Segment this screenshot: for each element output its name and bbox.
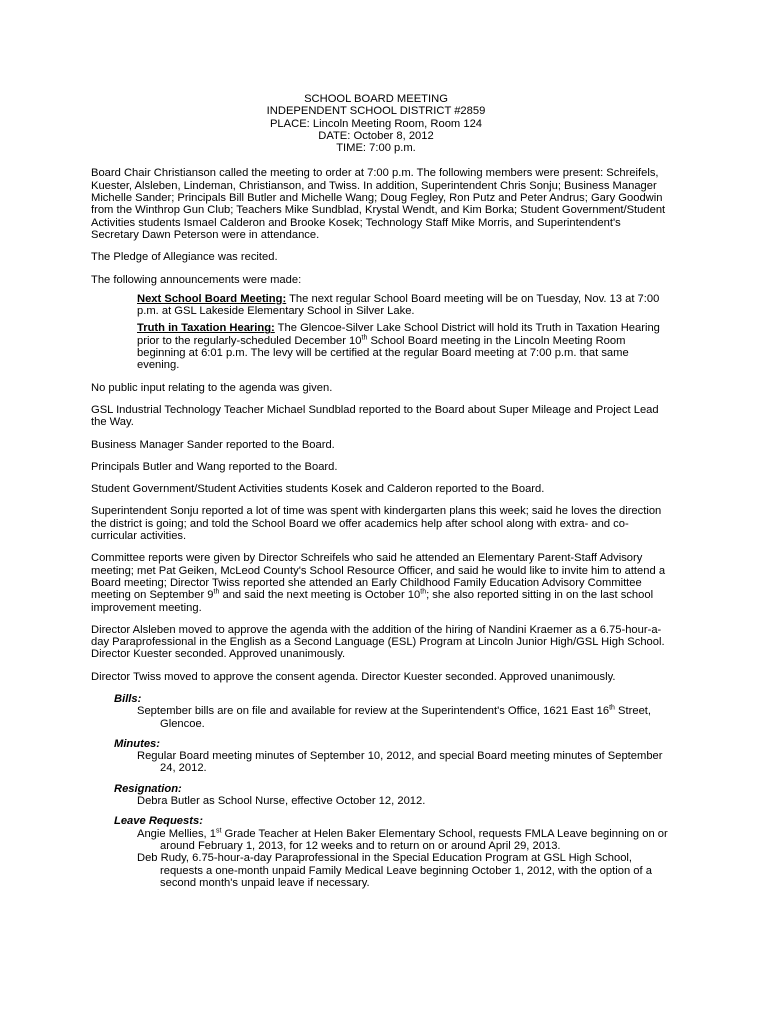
resignation-title: Resignation:: [114, 782, 182, 795]
announcement-truth-taxation-text: The Glencoe-Silver Lake School District will hold its Truth in Taxation Hearing prior to the regularly-scheduled December 10: [137, 322, 660, 347]
ordinal-suffix: st: [215, 826, 222, 834]
leave-request-item: Deb Rudy, 6.75-hour-a-day Paraprofessional in the Special Education Program at GSL High School, requests a one-month unpaid Family Medical Leave beginning October 1, 2012, with the option of a second month's unpaid leave if necessary.: [137, 852, 652, 889]
resignation-item: Debra Butler as School Nurse, effective October 12, 2012.: [137, 795, 426, 808]
minutes-item: Regular Board meeting minutes of September 10, 2012, and special Board meeting minutes of September 24, 2012.: [137, 750, 663, 775]
bills-title: Bills:: [114, 692, 142, 705]
leave-item1-text-cont: Grade Teacher at Helen Baker Elementary School, requests FMLA Leave beginning on or around February 1, 2013, for 12 weeks and to return on or around April 29, 2013.: [160, 827, 668, 852]
alsleben-motion-paragraph: Director Alsleben moved to approve the agenda with the addition of the hiring of Nandini Kraemer as a 6.75-hour-a-day Paraprofessional in the English as a Second Language (ESL) Program at Lincoln Junior High/GSL High School. Director Kuester seconded. Approved unanimously.: [91, 623, 665, 661]
leave-item1-text: Angie Mellies, 1: [137, 827, 216, 840]
announcement-truth-taxation-text-cont: School Board meeting in the Lincoln Meeting Room beginning at 6:01 p.m. The levy will be certified at the regular Board meeting at 7:00 p.m. that same evening.: [137, 334, 629, 372]
committee-text: Committee reports were given by Director Schreifels who said he attended an Elementary Parent-Staff Advisory meeting; met Pat Geiken, McLeod County's School Resource Officer, and said he would like to invite him to attend a Board meeting; Director Twiss reported she attended an Early Childhood Family Education Advisory Committee meeting on September 9: [91, 552, 666, 602]
announcement-truth-taxation: [137, 322, 671, 371]
bills-item: [137, 705, 671, 730]
header-place: PLACE: Lincoln Meeting Room, Room 124: [269, 117, 483, 130]
gsl-report-paragraph: GSL Industrial Technology Teacher Michael Sundblad reported to the Board about Super Mileage and Project Lead the Way.: [91, 403, 659, 429]
document-page: [91, 93, 671, 897]
header-title: SCHOOL BOARD MEETING: [304, 93, 448, 105]
students-paragraph: Student Government/Student Activities students Kosek and Calderon reported to the Board.: [91, 483, 545, 496]
minutes-section: [114, 738, 671, 775]
leave-requests-section: [114, 815, 671, 889]
pledge-paragraph: The Pledge of Allegiance was recited.: [91, 251, 278, 264]
ordinal-suffix: th: [361, 334, 368, 342]
document-header: [81, 93, 671, 154]
announcement-truth-taxation-title: Truth in Taxation Hearing:: [137, 322, 275, 335]
header-date: DATE: October 8, 2012: [318, 129, 434, 142]
announcement-next-meeting-title: Next School Board Meeting:: [137, 292, 287, 305]
committee-text-cont: and said the next meeting is October 10: [219, 589, 421, 602]
ordinal-suffix: th: [213, 588, 220, 596]
twiss-motion-paragraph: Director Twiss moved to approve the consent agenda. Director Kuester seconded. Approved unanimously.: [91, 670, 616, 683]
leave-requests-title: Leave Requests:: [114, 815, 203, 828]
committee-text-end: ; she also reported sitting in on the last school improvement meeting.: [91, 589, 654, 614]
attendance-paragraph: Board Chair Christianson called the meeting to order at 7:00 p.m. The following members were present: Schreifels, Kuester, Alsleben, Lindeman, Christianson, and Twiss. In addition, Superintendent Chris Sonju; Business Manager Michelle Sander; Principals Bill Butler and Michelle Wang; Doug Fegley, Ron Putz and Peter Andrus; Gary Goodwin from the Winthrop Gun Club; Teachers Mike Sundblad, Krystal Wendt, and Kim Borka; Student Government/Student Activities students Ismael Calderon and Brooke Kosek; Technology Staff Mike Morris, and Superintendent's Secretary Dawn Peterson were in attendance.: [91, 167, 666, 241]
minutes-title: Minutes:: [114, 737, 160, 750]
business-manager-paragraph: Business Manager Sander reported to the Board.: [91, 438, 335, 451]
ordinal-suffix: th: [420, 588, 427, 596]
announcement-next-meeting-text: The next regular School Board meeting will be on Tuesday, Nov. 13 at 7:00 p.m. at GSL Lakeside Elementary School in Silver Lake.: [137, 292, 660, 318]
announcement-next-meeting: [137, 293, 671, 318]
bills-text: September bills are on file and available for review at the Superintendent's Office, 1621 East 16: [137, 705, 610, 718]
resignation-section: [114, 783, 671, 808]
ordinal-suffix: th: [609, 704, 615, 712]
announcements-intro: The following announcements were made:: [91, 273, 302, 286]
principals-paragraph: Principals Butler and Wang reported to the Board.: [91, 460, 338, 473]
header-time: TIME: 7:00 p.m.: [336, 142, 416, 155]
leave-request-item: [137, 828, 671, 853]
public-input-paragraph: No public input relating to the agenda was given.: [91, 381, 333, 394]
bills-section: [114, 693, 671, 730]
header-district: INDEPENDENT SCHOOL DISTRICT #2859: [266, 105, 486, 118]
committee-paragraph: [91, 552, 671, 613]
bills-text-cont: Street, Glencoe.: [160, 705, 652, 730]
superintendent-paragraph: Superintendent Sonju reported a lot of time was spent with kindergarten plans this week; said he loves the direction the district is going; and told the School Board we offer academics help after school along with extra- and co-curricular activities.: [91, 505, 662, 543]
